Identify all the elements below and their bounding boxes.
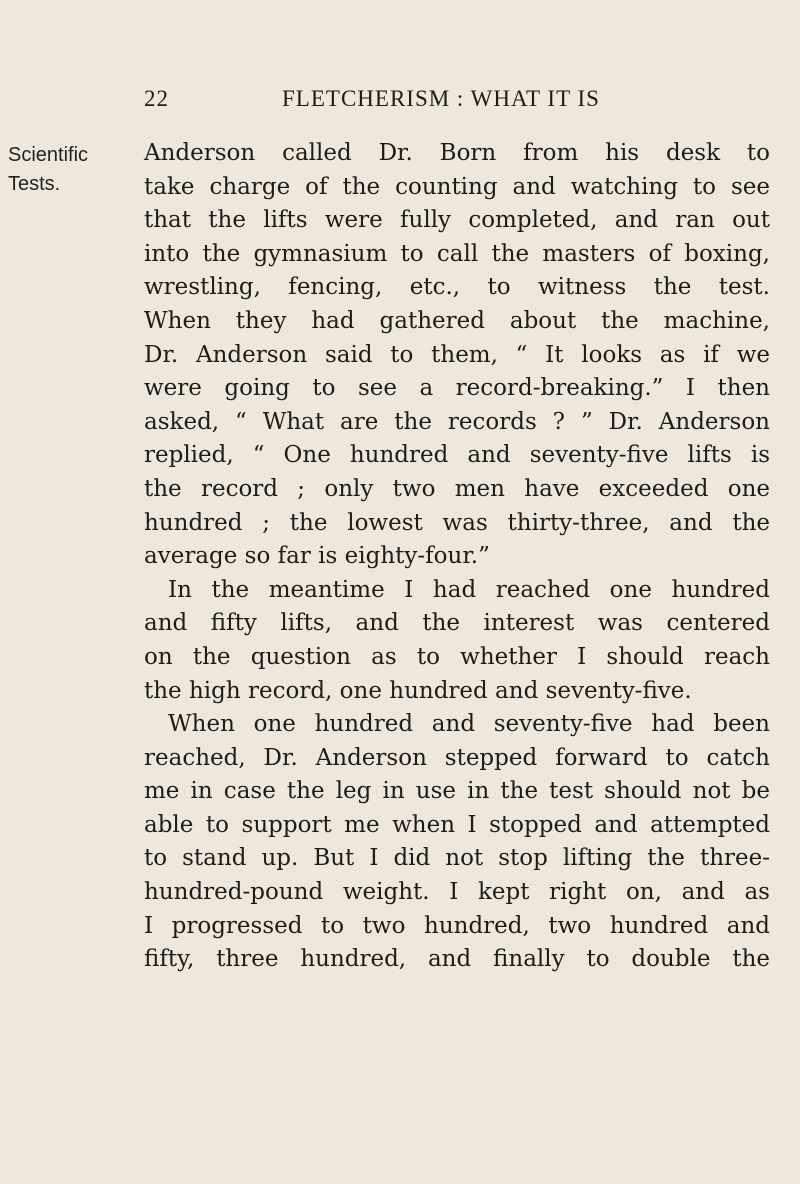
text-line: When they had gathered about the machine, xyxy=(144,307,770,334)
text-line: asked, “ What are the records ? ” Dr. Anderson xyxy=(144,408,770,435)
text-line: I progressed to two hundred, two hundred and xyxy=(144,912,770,939)
text-line: wrestling, fencing, etc., to witness the test. xyxy=(144,274,770,301)
text-line: and fifty lifts, and the interest was centered xyxy=(144,610,770,637)
text-line: hundred-pound weight. I kept right on, and as xyxy=(144,879,770,906)
text-line: on the question as to whether I should reach xyxy=(144,643,770,670)
text-line: the record ; only two men have exceeded one xyxy=(144,475,770,502)
text-line: were going to see a record-breaking.” I then xyxy=(144,375,770,402)
text-line: When one hundred and seventy-five had been xyxy=(168,711,770,738)
text-line: hundred ; the lowest was thirty-three, and the xyxy=(144,509,770,536)
text-line: In the meantime I had reached one hundred xyxy=(168,576,770,603)
margin-note-line: Tests. xyxy=(8,173,61,195)
margin-note xyxy=(8,141,132,199)
text-line: Anderson called Dr. Born from his desk to xyxy=(144,140,770,166)
text-line: average so far is eighty-four.” xyxy=(144,543,490,570)
text-line: to stand up. But I did not stop lifting the three- xyxy=(144,845,770,872)
margin-note-line: Scientific xyxy=(8,144,89,166)
text-line: replied, “ One hundred and seventy-five lifts is xyxy=(144,442,770,469)
text-line: me in case the leg in use in the test should not be xyxy=(144,778,770,805)
body-text xyxy=(144,137,770,977)
text-line: the high record, one hundred and seventy-five. xyxy=(144,677,692,704)
text-line: reached, Dr. Anderson stepped forward to catch xyxy=(144,744,770,771)
text-line: fifty, three hundred, and finally to double the xyxy=(144,946,770,973)
text-line: into the gymnasium to call the masters of boxing, xyxy=(144,240,770,267)
text-line: Dr. Anderson said to them, “ It looks as if we xyxy=(144,341,770,368)
text-line: take charge of the counting and watching to see xyxy=(144,173,770,200)
page-number: 22 xyxy=(144,86,169,111)
text-line: that the lifts were fully completed, and ran out xyxy=(144,207,770,234)
text-line: able to support me when I stopped and attempted xyxy=(144,811,770,838)
page-header xyxy=(144,86,752,116)
running-head: FLETCHERISM : WHAT IT IS xyxy=(282,86,600,111)
